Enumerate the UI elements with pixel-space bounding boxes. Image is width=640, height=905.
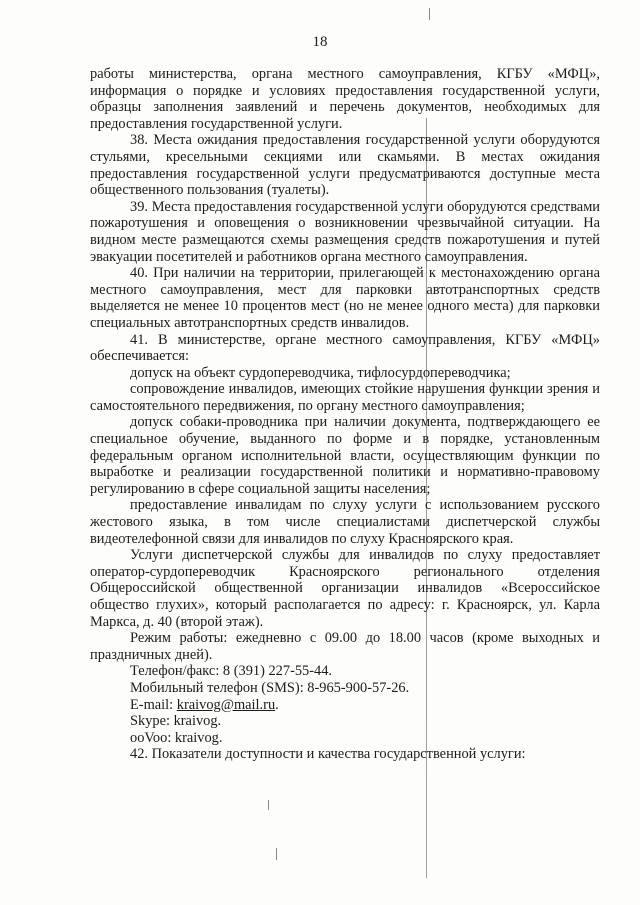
paragraph-40: 40. При наличии на территории, прилегающей к местонахождению органа местного самоуправления, мест для парковки автотранспортных средств выделяется не менее 10 процентов мест (но не менее одного места) для парковки специальных автотранспортных средств инвалидов. bbox=[90, 265, 600, 331]
contact-skype: Skype: kraivog. bbox=[130, 713, 222, 730]
page-number: 18 bbox=[312, 34, 328, 50]
contact-email bbox=[90, 697, 600, 714]
contact-phone-fax: Телефон/факс: 8 (391) 227-55-44. bbox=[130, 663, 333, 680]
paragraph-working-hours: Режим работы: ежедневно с 09.00 до 18.00 часов (кроме выходных и праздничных дней). bbox=[90, 630, 600, 663]
contact-mobile: Мобильный телефон (SMS): 8-965-900-57-26. bbox=[130, 679, 410, 696]
paragraph-39: 39. Места предоставления государственной услуги оборудуются средствами пожаротушения и оповещения о возникновении чрезвычайной ситуации. На видном месте размещаются схемы размещения средств пожаротушения и путей эвакуации посетителей и работников органа местного самоуправления. bbox=[90, 198, 600, 265]
list-item-sign-language: предоставление инвалидам по слуху услуги с использованием русского жестового языка, в том числе специалистами диспетчерской службы видеотелефонной связи для инвалидов по слуху Красноярского края. bbox=[90, 497, 600, 547]
paragraph-38: 38. Места ожидания предоставления государственной услуги оборудуются стульями, кресельными секциями или скамьями. В местах ожидания предоставления государственной услуги предусматриваются доступные места общественного пользования (туалеты). bbox=[90, 132, 600, 199]
list-item-escort: сопровождение инвалидов, имеющих стойкие нарушения функции зрения и самостоятельного передвижения, по органу местного самоуправления; bbox=[90, 381, 600, 414]
scan-mark-bottom bbox=[276, 848, 277, 860]
email-suffix: . bbox=[275, 696, 279, 713]
email-link[interactable]: kraivog@mail.ru bbox=[176, 696, 276, 713]
scan-mark-middle bbox=[268, 800, 269, 810]
paragraph-42: 42. Показатели доступности и качества государственной услуги: bbox=[130, 746, 526, 763]
email-label: E-mail: bbox=[130, 696, 177, 713]
contact-oovoo: ooVoo: kraivog. bbox=[130, 729, 223, 746]
list-item-interpreter-access: допуск на объект сурдопереводчика, тифлосурдопереводчика; bbox=[130, 364, 511, 381]
scan-mark-top bbox=[429, 8, 430, 20]
paragraph-41: 41. В министерстве, органе местного самоуправления, КГБУ «МФЦ» обеспечивается: bbox=[90, 331, 600, 365]
paragraph-dispatch-service: Услуги диспетчерской службы для инвалидов по слуху предоставляет оператор-сурдопереводчик Красноярского регионального отделения Общероссийской общественной организации инвалидов «Всероссийское общество глухих», который располагается по адресу: г. Красноярск, ул. Карла Маркса, д. 40 (второй этаж). bbox=[90, 547, 600, 630]
list-item-guide-dog: допуск собаки-проводника при наличии документа, подтверждающего ее специальное обучение, выданного по форме и в порядке, установленным федеральным органом исполнительной власти, осуществляющим функции по выработке и реализации государственной политики и нормативно-правовому регулированию в сфере социальной защиты населения; bbox=[90, 414, 600, 497]
paragraph-continuation: работы министерства, органа местного самоуправления, КГБУ «МФЦ», информация о порядке и условиях предоставления государственной услуги, образцы заполнения заявлений и перечень документов, необходимых для предоставления государственной услуги. bbox=[90, 66, 600, 132]
document-body bbox=[90, 66, 600, 763]
